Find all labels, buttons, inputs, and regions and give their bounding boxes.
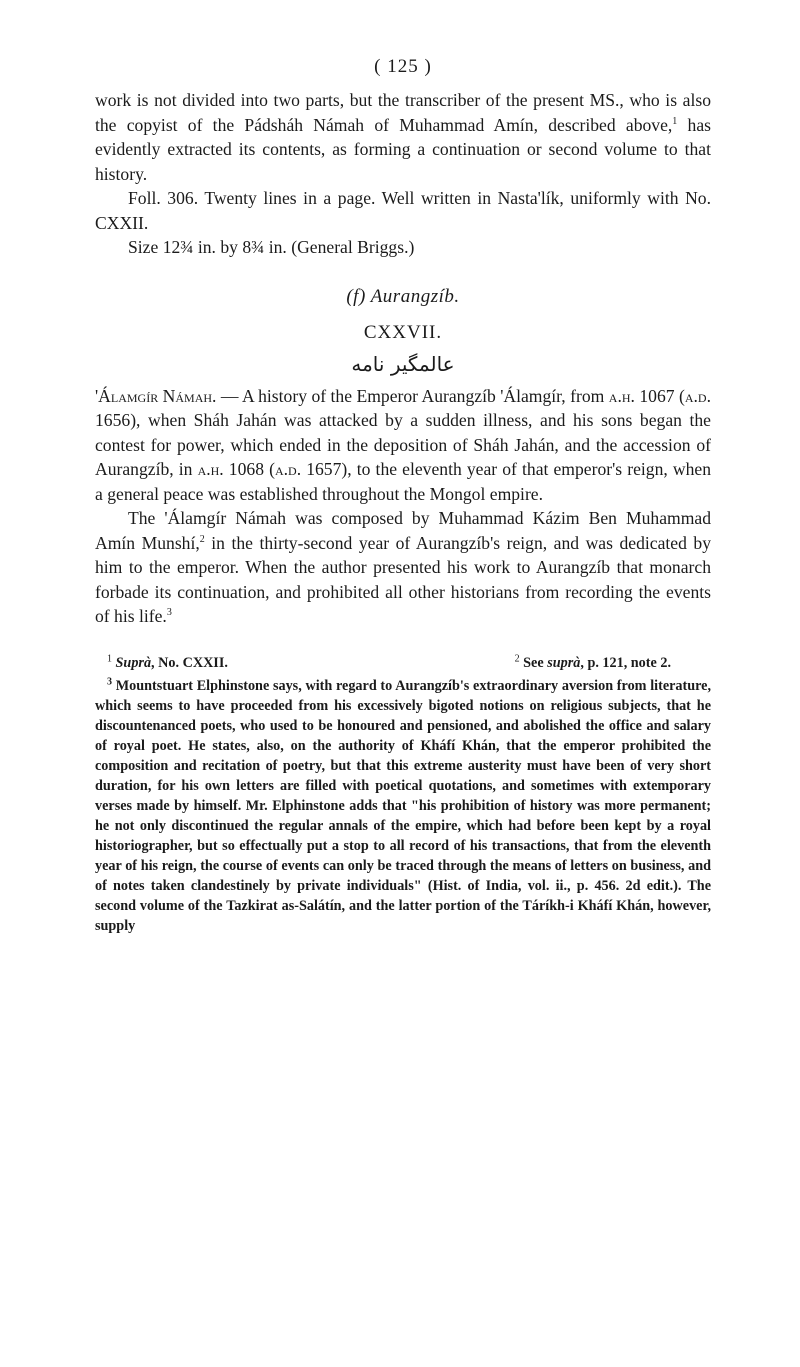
continuation-text-end: has evidently extracted its contents, as forming a continuation or second volume to that history. [95, 114, 711, 184]
footnote-text: , No. CXXII. [151, 654, 228, 671]
section-heading: (f) Aurangzíb. [346, 285, 460, 307]
continuation-paragraph [95, 88, 711, 186]
footnote-italic: suprà [547, 654, 581, 671]
entry-text: in the thirty-second year of Aurangzíb's reign, and was dedicated by him to the emperor. When the author presented his work to Aurangzíb that monarch forbade its continuation, and prohibited all other historians from recording the events of his life. [95, 532, 711, 626]
entry-text: 1657), to the eleventh year of that emperor's reign, when a general peace was established throughout the Mongol empire. [95, 459, 711, 504]
entry-text: 1656), when Sháh Jahán was attacked by a sudden illness, and his sons began the contest for power, which ended in the deposition of Sháh Jahán, and the accession of Aurangzíb, in [95, 410, 711, 479]
footnote-3 [95, 676, 711, 936]
entry-title: 'Álamgír Námah. [95, 385, 217, 406]
footnote-ref-3: 3 [166, 607, 172, 619]
continuation-text: work is not divided into two parts, but the transcriber of the present MS., who is also the copyist of the Pádsháh Námah of Muhammad Amín, described above, [95, 90, 711, 135]
page-number: ( 125 ) [374, 56, 432, 77]
footnote-italic: Suprà [115, 654, 152, 671]
footnote-text: See [523, 654, 548, 671]
footnote-1 [107, 653, 228, 673]
persian-title: عالمگیر نامه [351, 351, 455, 376]
footnotes [95, 653, 711, 936]
size-description: Size 12¾ in. by 8¾ in. (General Briggs.) [128, 237, 415, 257]
footnote-row [95, 653, 711, 673]
footnote-ref-1: 1 [672, 115, 678, 127]
footnote-ref-2: 2 [199, 533, 205, 545]
era-abbrev: a.h. [197, 459, 224, 479]
era-abbrev: a.d. [274, 459, 302, 479]
footnote-mark: 3 [107, 675, 112, 687]
footnote-text: Mountstuart Elphinstone says, with regard to Aurangzíb's extraordinary aversion from literature, which seems to have proceeded from his excessively bigoted notions on religious subjects, that he discountenanced poets, who used to be honoured and pensioned, and abolished the office and salary of royal poet. He states, also, on the authority of Kháfí Khán, that the emperor prohibited the composition and recitation of poetry, but that this extreme austerity must have been of very short duration, for his own letters are filled with poetical quotations, and sometimes with extemporary verses made by himself. Mr. Elphinstone adds that "his prohibition of history was more permanent; he not only discontinued the regular annals of the empire, which had before been kept by a royal historiographer, but so effectually put a stop to all record of his transactions, that from the eleventh year of his reign, the course of events can only be traced through the means of letters on business, and of notes taken clandestinely by private individuals" (Hist. of India, vol. ii., p. 456. 2d edit.). The second volume of the Tazkirat as-Salátín, and the latter portion of the Táríkh-i Kháfí Khán, however, supply [95, 677, 712, 934]
entry-text: 1067 ( [634, 385, 685, 406]
entry-text: — A history of the Emperor Aurangzíb 'Álamgír, from [216, 385, 609, 406]
footnote-mark: 2 [514, 652, 520, 664]
entry-paragraph-1 [95, 384, 711, 507]
footnote-text: , p. 121, note 2. [580, 654, 671, 671]
entry-text: The 'Álamgír Námah was composed by Muhammad Kázim Ben Muhammad Amín Munshí, [95, 508, 711, 553]
entry-text: 1068 ( [223, 459, 275, 479]
catalogue-number: CXXVII. [363, 321, 443, 343]
footnote-mark: 1 [107, 652, 112, 664]
folio-description: Foll. 306. Twenty lines in a page. Well written in Nasta'lík, uniformly with No. CXXII. [95, 188, 711, 233]
era-abbrev: a.h. [608, 385, 635, 406]
footnote-2 [515, 653, 671, 673]
entry-paragraph-2 [95, 506, 711, 629]
era-abbrev: a.d. [684, 385, 711, 406]
